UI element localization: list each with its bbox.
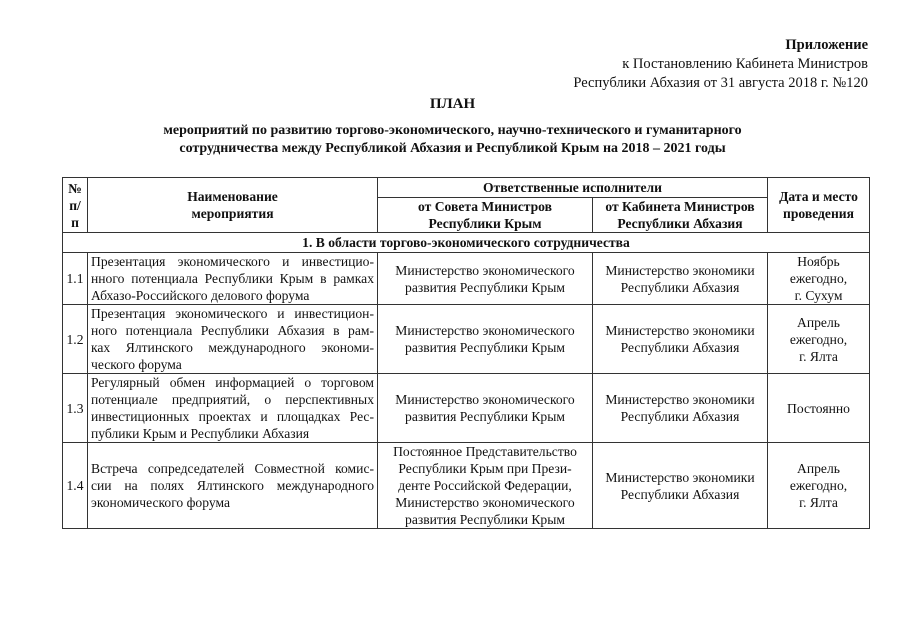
cell-line: Республики Абхазия (620, 486, 740, 502)
cell-sovet (378, 253, 593, 305)
cell-line: Абхазо-Российского делового форума (91, 288, 310, 303)
document-title: ПЛАН (429, 96, 476, 112)
cell-line: экономического форума (91, 495, 231, 510)
cell-date (768, 253, 870, 305)
cell-kabinet (593, 443, 768, 529)
cell-line: денте Российской Федерации, (398, 478, 572, 493)
cell-date (768, 305, 870, 374)
cell-line: развития Республики Крым (405, 409, 565, 424)
plan-table (62, 177, 870, 529)
cell-num: 1.4 (63, 443, 88, 529)
cell-name (88, 253, 378, 305)
cell-line: ежегодно, (789, 478, 848, 493)
cell-line: г. Сухум (794, 288, 843, 303)
cell-line: публики Крым и Республики Абхазия (91, 426, 310, 441)
header-name: Наименование мероприятия (88, 178, 378, 233)
cell-line: Министерство экономики (605, 323, 755, 338)
cell-line: Презентация экономического и инвестицио- (91, 254, 374, 269)
cell-line: Министерство экономического (395, 262, 575, 278)
header-responsible: Ответственные исполнители (378, 178, 768, 198)
cell-line: развития Республики Крым (405, 340, 565, 355)
cell-kabinet (593, 305, 768, 374)
cell-line: г. Ялта (799, 348, 838, 364)
cell-line: Встреча сопредседателей Совместной комис- (91, 461, 374, 476)
cell-line: инвестиционных проектах и площадках Рес- (91, 409, 374, 424)
header-date: Дата и место проведения (768, 178, 870, 233)
cell-name (88, 443, 378, 529)
cell-line: Министерство экономики (605, 262, 755, 278)
cell-line: Министерство экономического (395, 392, 575, 407)
cell-line: ежегодно, (789, 271, 848, 286)
cell-name (88, 374, 378, 443)
header-num: № п/п (63, 178, 88, 233)
appendix-date: Республики Абхазия от 31 августа 2018 г. №120 (573, 75, 868, 91)
cell-num: 1.2 (63, 305, 88, 374)
cell-sovet (378, 305, 593, 374)
cell-line: потенциале предприятий, о перспективных (91, 392, 374, 407)
appendix-label: Приложение (785, 37, 868, 53)
cell-line: сии на полях Ялтинского международного (91, 478, 374, 493)
table-row (63, 374, 870, 443)
cell-line: Министерство экономики (605, 392, 755, 407)
table-row (63, 253, 870, 305)
cell-line: Республики Абхазия (620, 340, 740, 355)
cell-line: Апрель (797, 314, 840, 330)
cell-line: Республики Абхазия (620, 409, 740, 424)
cell-num: 1.1 (63, 253, 88, 305)
cell-line: Постоянное Представительство (393, 444, 577, 459)
header-kabinet: от Кабинета Министров Республики Абхазия (593, 198, 768, 233)
cell-line: Республики Крым при Прези- (398, 461, 572, 476)
cell-kabinet (593, 374, 768, 443)
cell-line: ческого форума (91, 357, 182, 372)
subtitle-line: мероприятий по развитию торгово-экономического, научно-технического и гуманитарного (163, 123, 742, 138)
cell-line: Презентация экономического и инвестицион- (91, 306, 374, 321)
cell-line: Министерство экономики (605, 469, 755, 485)
cell-line: Республики Абхазия (620, 279, 740, 295)
cell-line: Регулярный обмен информацией о торговом (91, 375, 374, 390)
header-sovet: от Совета Министров Республики Крым (378, 198, 593, 233)
cell-line: Постоянно (787, 400, 850, 416)
cell-line: Ноябрь (797, 254, 840, 269)
cell-line: Министерство экономического (395, 323, 575, 338)
document-subtitle (0, 122, 905, 158)
cell-line: г. Ялта (799, 495, 838, 510)
cell-num: 1.3 (63, 374, 88, 443)
cell-date (768, 443, 870, 529)
appendix-reference: к Постановлению Кабинета Министров (622, 56, 868, 72)
section-heading: 1. В области торгово-экономического сотрудничества (63, 233, 870, 253)
cell-line: развития Республики Крым (405, 512, 565, 527)
table-row (63, 305, 870, 374)
cell-line: ках Ялтинского международного экономи- (91, 340, 374, 355)
cell-line: Министерство экономического (395, 495, 575, 510)
cell-line: Апрель (797, 461, 840, 476)
cell-line: нного потенциала Республики Крым в рамках (91, 271, 374, 286)
cell-date (768, 374, 870, 443)
table-row (63, 443, 870, 529)
cell-kabinet (593, 253, 768, 305)
cell-name (88, 305, 378, 374)
cell-line: ного потенциала Республики Абхазия в рам- (91, 323, 374, 338)
subtitle-line: сотрудничества между Республикой Абхазия и Республикой Крым на 2018 – 2021 годы (179, 141, 726, 156)
cell-sovet (378, 374, 593, 443)
cell-sovet (378, 443, 593, 529)
cell-line: развития Республики Крым (405, 279, 565, 295)
cell-line: ежегодно, (789, 331, 848, 347)
